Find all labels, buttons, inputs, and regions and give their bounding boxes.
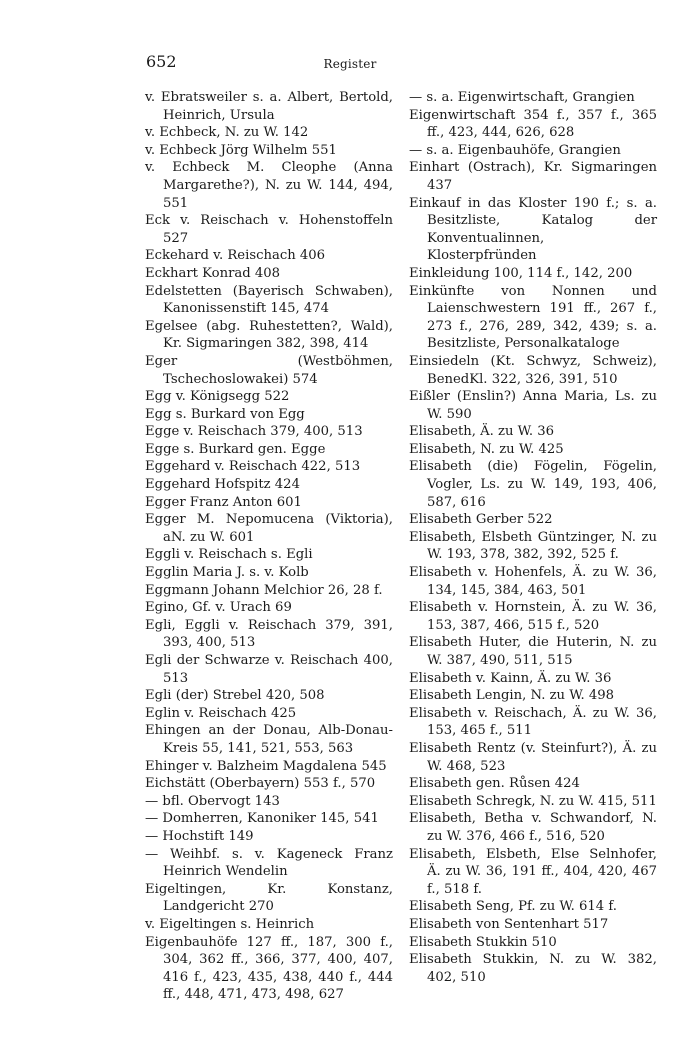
index-entry: v. Ebratsweiler s. a. Albert, Bertold, Heinrich, Ursula <box>145 90 393 123</box>
index-column-left <box>145 89 393 1004</box>
index-entry: Elisabeth Stukkin, N. zu W. 382, 402, 510 <box>409 952 657 985</box>
index-entry: Elisabeth v. Hornstein, Ä. zu W. 36, 153, 387, 466, 515 f., 520 <box>409 600 657 633</box>
index-entry: Elisabeth v. Hohenfels, Ä. zu W. 36, 134, 145, 384, 463, 501 <box>409 565 657 598</box>
index-entry: Elisabeth Lengin, N. zu W. 498 <box>409 688 615 704</box>
index-entry: Eggmann Johann Melchior 26, 28 f. <box>145 582 383 598</box>
index-entry: Egli der Schwarze v. Reischach 400, 513 <box>145 653 393 686</box>
index-entry: Eggli v. Reischach s. Egli <box>145 547 313 563</box>
index-entry: Egelsee (abg. Ruhestetten?, Wald), Kr. Sigmaringen 382, 398, 414 <box>145 318 393 352</box>
index-entry: Egger Franz Anton 601 <box>145 494 302 510</box>
index-entry: Elisabeth Huter, die Huterin, N. zu W. 387, 490, 511, 515 <box>409 635 657 668</box>
index-entry: Einkleidung 100, 114 f., 142, 200 <box>409 265 633 281</box>
index-entry: v. Eigeltingen s. Heinrich <box>145 916 315 932</box>
index-entry: — s. a. Eigenwirtschaft, Grangien <box>409 90 635 105</box>
index-entry: Elisabeth, Betha v. Schwandorf, N. zu W. 376, 466 f., 516, 520 <box>409 811 657 844</box>
index-entry: Eichstätt (Oberbayern) 553 f., 570 <box>145 776 376 792</box>
index-entry: Eger (Westböhmen, Tschechoslowakei) 574 <box>145 353 393 387</box>
index-entry: — Weihbf. s. v. Kageneck Franz Heinrich Wendelin <box>145 846 393 880</box>
index-entry: Egger M. Nepomucena (Viktoria), aN. zu W. 601 <box>145 512 393 545</box>
index-entry: Elisabeth Seng, Pf. zu W. 614 f. <box>409 899 617 915</box>
index-entry: Eck v. Reischach v. Hohenstoffeln 527 <box>145 213 393 246</box>
index-entry: Ehinger v. Balzheim Magdalena 545 <box>145 758 387 774</box>
index-entry: Egli (der) Strebel 420, 508 <box>145 688 325 704</box>
index-entry: Elisabeth von Sentenhart 517 <box>409 916 609 932</box>
index-entry: Elisabeth, Elsbeth Güntzinger, N. zu W. 193, 378, 382, 392, 525 f. <box>409 529 657 563</box>
index-entry: Elisabeth Stukkin 510 <box>409 934 557 950</box>
index-entry: Eggehard Hofspitz 424 <box>145 477 300 493</box>
index-entry: Elisabeth, Elsbeth, Else Selnhofer, Ä. zu W. 36, 191 ff., 404, 420, 467 f., 518 f. <box>409 846 657 897</box>
index-entry: Egg v. Königsegg 522 <box>145 389 290 405</box>
index-entry: Eigeltingen, Kr. Konstanz, Landgericht 270 <box>145 881 393 915</box>
index-entry: Egli, Eggli v. Reischach 379, 391, 393, 400, 513 <box>145 617 393 651</box>
index-entry: Eigenbauhöfe 127 ff., 187, 300 f., 304, 362 ff., 366, 377, 400, 407, 416 f., 423, 435, 438, 440 f., 444 ff., 448, 471, 473, 498, 627 <box>145 934 393 1003</box>
index-entry: Elisabeth v. Reischach, Ä. zu W. 36, 153, 465 f., 511 <box>409 705 657 739</box>
index-entry: Elisabeth v. Kainn, Ä. zu W. 36 <box>409 670 612 686</box>
index-entry: Elisabeth Gerber 522 <box>409 512 553 528</box>
page-number: 652 <box>146 52 177 71</box>
index-entry: Egg s. Burkard von Egg <box>145 406 305 422</box>
index-entry: Elisabeth, N. zu W. 425 <box>409 441 564 457</box>
index-column-right <box>409 89 657 986</box>
index-entry: Einkünfte von Nonnen und Laienschwestern 191 ff., 267 f., 273 f., 276, 289, 342, 439; s. a. Besitzliste, Personalkataloge <box>409 283 657 352</box>
index-entry: Elisabeth Rentz (v. Steinfurt?), Ä. zu W. 468, 523 <box>409 740 657 774</box>
index-entry: Einhart (Ostrach), Kr. Sigmaringen 437 <box>409 160 657 193</box>
index-entry: — Domherren, Kanoniker 145, 541 <box>145 811 379 827</box>
page-header <box>0 52 700 76</box>
index-entry: Elisabeth, Ä. zu W. 36 <box>409 424 555 440</box>
index-entry: Eißler (Enslin?) Anna Maria, Ls. zu W. 590 <box>409 389 657 422</box>
index-entry: Edelstetten (Bayerisch Schwaben), Kanonissenstift 145, 474 <box>145 283 393 317</box>
index-entry: — s. a. Eigenbauhöfe, Grangien <box>409 142 621 158</box>
index-entry: Einkauf in das Kloster 190 f.; s. a. Besitzliste, Katalog der Konventualinnen, Klosterpfründen <box>409 195 657 264</box>
index-entry: Eglin v. Reischach 425 <box>145 705 297 721</box>
running-head: Register <box>323 57 377 71</box>
index-entry: Ehingen an der Donau, Alb-Donau-Kreis 55, 141, 521, 553, 563 <box>145 723 393 756</box>
index-entry: Eggehard v. Reischach 422, 513 <box>145 459 361 475</box>
index-entry: — Hochstift 149 <box>145 828 254 844</box>
index-entry: v. Echbeck, N. zu W. 142 <box>145 125 309 141</box>
index-entry: Eckhart Konrad 408 <box>145 265 281 281</box>
index-entry: Egge v. Reischach 379, 400, 513 <box>145 424 363 440</box>
index-entry: v. Echbeck M. Cleophe (Anna Margarethe?), N. zu W. 144, 494, 551 <box>145 160 393 211</box>
index-entry: v. Echbeck Jörg Wilhelm 551 <box>145 142 337 158</box>
index-entry: Elisabeth (die) Fögelin, Fögelin, Vogler, Ls. zu W. 149, 193, 406, 587, 616 <box>409 459 657 510</box>
index-entry: Egino, Gf. v. Urach 69 <box>145 600 292 616</box>
index-entry: Einsiedeln (Kt. Schwyz, Schweiz), BenedKl. 322, 326, 391, 510 <box>409 353 657 387</box>
index-entry: Eckehard v. Reischach 406 <box>145 248 326 264</box>
index-entry: Egge s. Burkard gen. Egge <box>145 441 326 457</box>
index-entry: Elisabeth Schregk, N. zu W. 415, 511 <box>409 793 657 809</box>
index-entry: — bfl. Obervogt 143 <box>145 793 280 809</box>
index-entry: Eigenwirtschaft 354 f., 357 f., 365 ff., 423, 444, 626, 628 <box>409 107 657 141</box>
index-entry: Elisabeth gen. Růsen 424 <box>409 776 580 792</box>
index-entry: Egglin Maria J. s. v. Kolb <box>145 565 309 581</box>
